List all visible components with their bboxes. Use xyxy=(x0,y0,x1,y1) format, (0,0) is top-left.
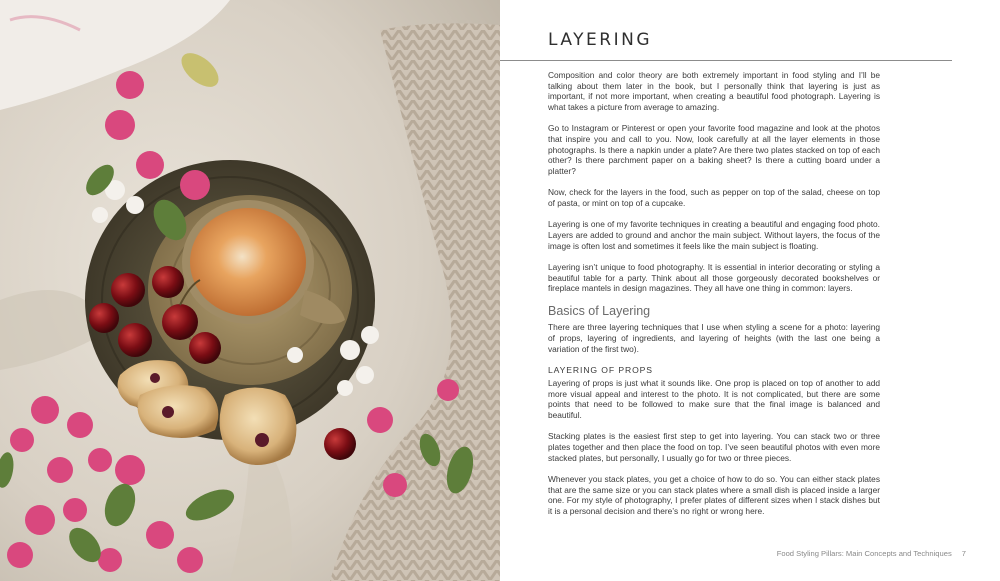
body-paragraph: Layering is one of my favorite techniques in creating a beautiful and engaging food photo. Layers are added to ground and anchor the main subject. Without layers, the focus of the image is often lost and sometimes it feels like the main subject is floating. xyxy=(548,219,880,251)
sub-paragraph: Whenever you stack plates, you get a choice of how to do so. You can either stack plates that are the same size or you can stack plates where a small dish is placed inside a larger one. For my style of photography, I prefer plates of different sizes when I stack dishes but it is a personal decision and there’s no right or wrong here. xyxy=(548,473,880,517)
text-page xyxy=(500,0,1000,581)
sub-paragraph: Stacking plates is the easiest first step to get into layering. You can stack two or three plates together and then place the food on top. I’ve seen beautiful photos with even more stacked plates, but personally, I usually go for two or three pieces. xyxy=(548,431,880,463)
page-number: 7 xyxy=(961,549,966,558)
footer-text: Food Styling Pillars: Main Concepts and Techniques xyxy=(776,549,952,558)
body-paragraph: Go to Instagram or Pinterest or open your favorite food magazine and look at the photos that inspire you and call to you. Now, look carefully at all the layer elements in those photographs. Is there a napkin under a plate? Are there two plates stacked on top of each other? Is there parchment paper on a baking sheet? Is there a cutting board under a platter? xyxy=(548,123,880,177)
section-heading: Basics of Layering xyxy=(548,304,651,319)
body-paragraph: Now, check for the layers in the food, such as pepper on top of the salad, cheese on top of pasta, or mint on top of a cupcake. xyxy=(548,187,880,209)
subheading: LAYERING OF PROPS xyxy=(548,365,653,376)
page-title: LAYERING xyxy=(548,30,653,50)
title-rule xyxy=(500,60,952,61)
page-body xyxy=(548,70,880,527)
sub-paragraph: Layering of props is just what it sounds like. One prop is placed on top of another to add more visual appeal and interest to the photo. It is not complicated, but there are some points that need to be followed to make sure that the final image is balanced and beautiful. xyxy=(548,378,880,421)
body-paragraph: Composition and color theory are both extremely important in food styling and I’ll be talking about them later in the book, but I personally think that layering is just as important, if not more important, when creating a beautiful food photograph. Layering is what takes a picture from average to amazing. xyxy=(548,70,880,113)
body-paragraph: Layering isn’t unique to food photography. It is essential in interior decorating or styling a beautiful table for a party. Think about all those gorgeously decorated bookshelves or fireplace mantels in design magazines. They all have one thing in common: layers. xyxy=(548,261,880,294)
page-footer xyxy=(777,549,966,558)
section-paragraph: There are three layering techniques that I use when styling a scene for a photo: layering of props, layering of ingredients, and layering of heights (with the last one being a variation of the first two). xyxy=(548,322,880,354)
